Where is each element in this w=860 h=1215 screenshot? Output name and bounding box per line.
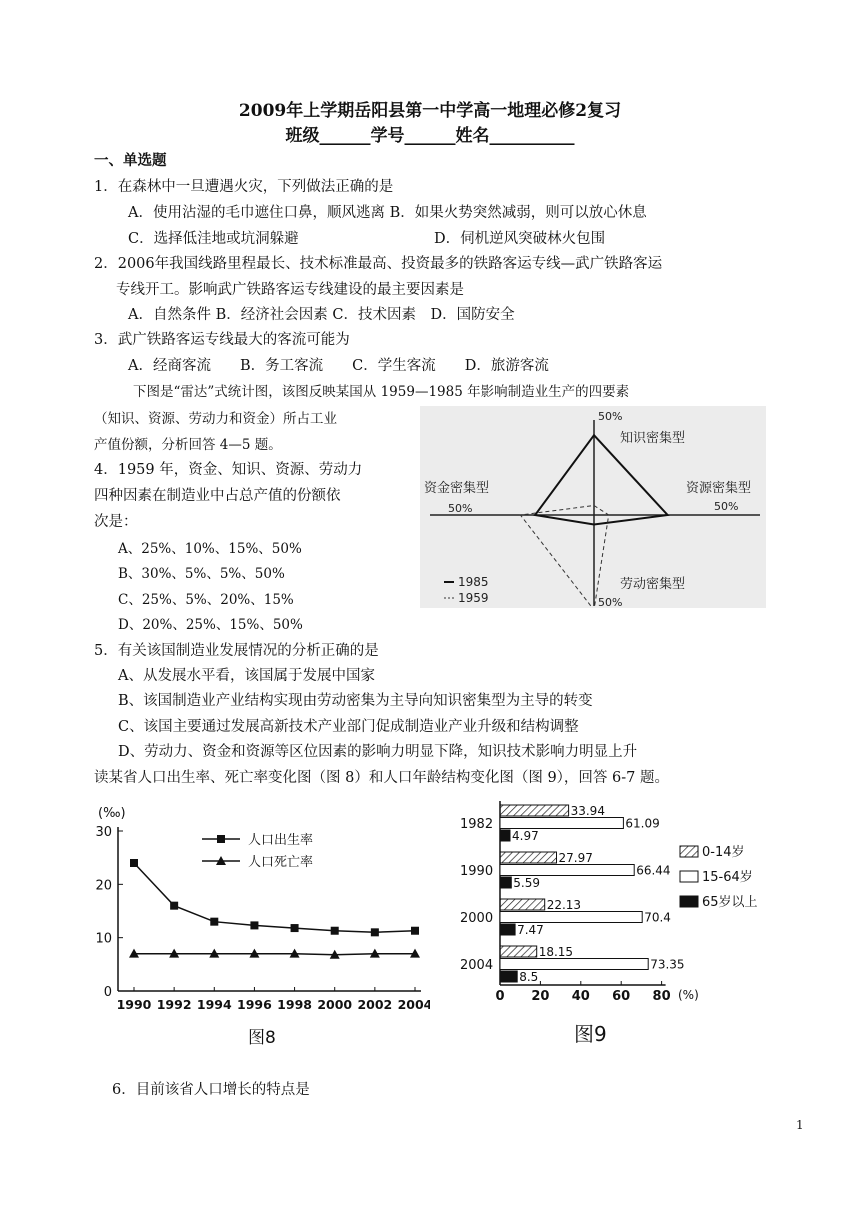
fig9-x-tick-label: 0 bbox=[495, 989, 505, 1004]
fig8-legend bbox=[202, 832, 313, 870]
q4-option-c: C、25%、5%、20%、15% bbox=[118, 592, 294, 608]
fig9-bar-label: 70.4 bbox=[644, 910, 671, 925]
fig9-bar-label: 22.13 bbox=[546, 898, 582, 912]
radar-label-knowledge: 知识密集型 bbox=[620, 431, 686, 446]
radar-axis-max-right: 50% bbox=[714, 500, 739, 513]
q4-stem-line2: 四种因素在制造业中占总产值的份额依 bbox=[94, 488, 341, 504]
fig8-birth-point bbox=[250, 921, 258, 929]
fig8-birth-point bbox=[411, 927, 419, 935]
fig9-category-label: 1982 bbox=[460, 817, 494, 832]
q5-stem: 5．有关该国制造业发展情况的分析正确的是 bbox=[94, 643, 379, 659]
page-number: 1 bbox=[796, 1118, 804, 1132]
radar-axis-max-top: 50% bbox=[598, 410, 623, 423]
fig9-xlabel: (%) bbox=[678, 988, 699, 1002]
fig8-x-tick-label: 2002 bbox=[357, 997, 393, 1012]
q2-options: A．自然条件 B．经济社会因素 C．技术因素 D．国防安全 bbox=[128, 307, 515, 323]
q1-options-ab: A．使用沾湿的毛巾遮住口鼻，顺风逃离 B．如果火势突然减弱，则可以放心休息 bbox=[128, 205, 647, 221]
fig9-bar-label: 33.94 bbox=[570, 804, 605, 818]
fig9-x-tick-label: 20 bbox=[531, 989, 550, 1004]
q45-intro-line2: （知识、资源、劳动力和资金）所占工业 bbox=[94, 411, 337, 427]
fig9-bar-label: 61.09 bbox=[625, 816, 660, 831]
q2-stem-line2: 专线开工。影响武广铁路客运专线建设的最主要因素是 bbox=[116, 282, 464, 298]
fig8-birth-point bbox=[291, 924, 299, 932]
q5-option-a: A、从发展水平看，该国属于发展中国家 bbox=[118, 668, 375, 684]
line-chart bbox=[90, 795, 430, 1055]
radar-chart-figure bbox=[420, 406, 766, 608]
fig8-x-tick-label: 2000 bbox=[317, 997, 353, 1012]
q3-options: A．经商客流 B．务工客流 C．学生客流 D．旅游客流 bbox=[128, 358, 549, 374]
radar-axis-max-bottom: 50% bbox=[598, 596, 623, 608]
q45-intro-line1: 下图是“雷达”式统计图，该图反映某国从 1959—1985 年影响制造业生产的四要素 bbox=[133, 384, 630, 400]
q3-stem: 3．武广铁路客运专线最大的客流可能为 bbox=[94, 332, 350, 348]
fig8-y-tick-label: 20 bbox=[95, 878, 112, 894]
fig9-bar bbox=[500, 971, 517, 982]
fig9-bar-label: 27.97 bbox=[558, 851, 593, 865]
fig8-birth-point bbox=[210, 918, 218, 926]
fig9-bar bbox=[500, 877, 511, 888]
radar-legend-1985: 1985 bbox=[458, 575, 489, 589]
fig9-bar bbox=[500, 852, 557, 863]
fig8-birth-point bbox=[170, 902, 178, 910]
fig8-x-tick-label: 2004 bbox=[397, 997, 430, 1012]
radar-chart bbox=[420, 406, 766, 608]
q4-stem-line1: 4．1959 年，资金、知识、资源、劳动力 bbox=[94, 462, 363, 478]
fig9-x-tick-label: 60 bbox=[612, 989, 631, 1004]
q45-intro-line3: 产值份额，分析回答 4—5 题。 bbox=[94, 437, 282, 453]
q4-option-d: D、20%、25%、15%、50% bbox=[118, 617, 303, 633]
fig8-legend-birth-marker bbox=[217, 835, 225, 843]
fig9-bar bbox=[500, 865, 634, 876]
page-title: 2009年上学期岳阳县第一中学高一地理必修2复习 bbox=[238, 101, 622, 121]
q6-stem: 6．目前该省人口增长的特点是 bbox=[112, 1082, 310, 1098]
fig9-legend-0-14: 0-14岁 bbox=[702, 845, 745, 860]
radar-legend-1959: 1959 bbox=[458, 591, 489, 605]
fig9-legend-65plus: 65岁以上 bbox=[702, 895, 758, 910]
fig9-bar-label: 7.47 bbox=[517, 923, 544, 937]
fig9-bar-label: 73.35 bbox=[650, 957, 685, 972]
fig8-ylabel: (‰) bbox=[98, 806, 126, 821]
fig9-category-label: 2004 bbox=[460, 958, 494, 973]
fig9-bar-label: 4.97 bbox=[512, 829, 539, 843]
q1-stem: 1．在森林中一旦遭遇火灾，下列做法正确的是 bbox=[94, 179, 394, 195]
fig9-legend-swatch-65plus bbox=[680, 896, 698, 907]
fig8-x-tick-label: 1998 bbox=[277, 997, 312, 1012]
radar-label-resource: 资源密集型 bbox=[686, 481, 752, 496]
q67-intro: 读某省人口出生率、死亡率变化图（图 8）和人口年龄结构变化图（图 9），回答 6-7 题。 bbox=[94, 770, 669, 786]
radar-axis-max-left: 50% bbox=[448, 502, 473, 515]
fig8-birth-point bbox=[371, 928, 379, 936]
fig9-bar bbox=[500, 924, 515, 935]
radar-label-capital: 资金密集型 bbox=[424, 481, 490, 496]
fig8-x-tick-label: 1994 bbox=[196, 997, 232, 1012]
fig9-legend bbox=[680, 844, 758, 910]
section-heading: 一、单选题 bbox=[94, 152, 167, 169]
fig9-legend-swatch-0-14 bbox=[680, 846, 698, 857]
fig9-bar bbox=[500, 818, 623, 829]
q5-option-c: C、该国主要通过发展高新技术产业部门促成制造业产业升级和结构调整 bbox=[118, 719, 579, 735]
fig9-category-label: 1990 bbox=[460, 864, 494, 879]
fig9-bar bbox=[500, 912, 642, 923]
radar-series-1985 bbox=[535, 435, 668, 524]
fig8-caption: 图8 bbox=[248, 1028, 276, 1048]
fig8-line-chart bbox=[90, 795, 430, 1055]
fig9-bar bbox=[500, 946, 537, 957]
fig8-birth-point bbox=[331, 927, 339, 935]
fig8-x-tick-label: 1996 bbox=[237, 997, 272, 1012]
fig8-series-line-0 bbox=[134, 863, 415, 932]
fig9-bar bbox=[500, 805, 569, 816]
bar-chart bbox=[456, 795, 786, 1055]
q4-stem-line3: 次是： bbox=[94, 514, 138, 530]
fig9-caption: 图9 bbox=[574, 1022, 607, 1046]
q1-option-c: C．选择低洼地或坑洞躲避 bbox=[128, 231, 299, 247]
q5-option-b: B、该国制造业产业结构实现由劳动密集为主导向知识密集型为主导的转变 bbox=[118, 693, 593, 709]
fig9-bar-chart bbox=[456, 795, 786, 1055]
fig8-x-tick-label: 1992 bbox=[156, 997, 192, 1012]
fig9-bar bbox=[500, 899, 545, 910]
fig9-bar bbox=[500, 830, 510, 841]
radar-label-labor: 劳动密集型 bbox=[620, 577, 686, 592]
fig9-x-tick-label: 80 bbox=[652, 989, 671, 1004]
fig9-bar-label: 5.59 bbox=[513, 876, 541, 890]
fig9-x-tick-label: 40 bbox=[571, 989, 590, 1004]
radar-series-1959 bbox=[520, 506, 608, 609]
fig8-x-tick-label: 1990 bbox=[116, 997, 152, 1012]
fig9-bar-label: 18.15 bbox=[538, 945, 574, 959]
fig9-bar bbox=[500, 959, 648, 970]
fig9-legend-15-64: 15-64岁 bbox=[702, 870, 753, 885]
q1-option-d: D．伺机逆风突破林火包围 bbox=[434, 231, 606, 247]
fig8-y-tick-label: 30 bbox=[95, 825, 112, 840]
fig9-bar-label: 8.5 bbox=[519, 970, 539, 984]
fig8-legend-birth: 人口出生率 bbox=[248, 833, 314, 848]
fig8-legend-death: 人口死亡率 bbox=[248, 855, 314, 870]
q2-stem-line1: 2．2006年我国线路里程最长、技术标准最高、投资最多的铁路客运专线—武广铁路客运 bbox=[94, 256, 663, 272]
fig8-y-tick-label: 0 bbox=[103, 985, 112, 1000]
q4-option-b: B、30%、5%、5%、50% bbox=[118, 566, 285, 582]
fig9-bar-label: 66.44 bbox=[636, 863, 671, 878]
q5-option-d: D、劳动力、资金和资源等区位因素的影响力明显下降，知识技术影响力明显上升 bbox=[118, 744, 638, 760]
student-info-line: 班级______学号______姓名__________ bbox=[285, 126, 575, 146]
fig8-birth-point bbox=[130, 859, 138, 867]
q4-option-a: A、25%、10%、15%、50% bbox=[118, 541, 302, 557]
fig8-y-tick-label: 10 bbox=[95, 931, 112, 947]
fig9-legend-swatch-15-64 bbox=[680, 871, 698, 882]
fig9-category-label: 2000 bbox=[460, 911, 494, 926]
